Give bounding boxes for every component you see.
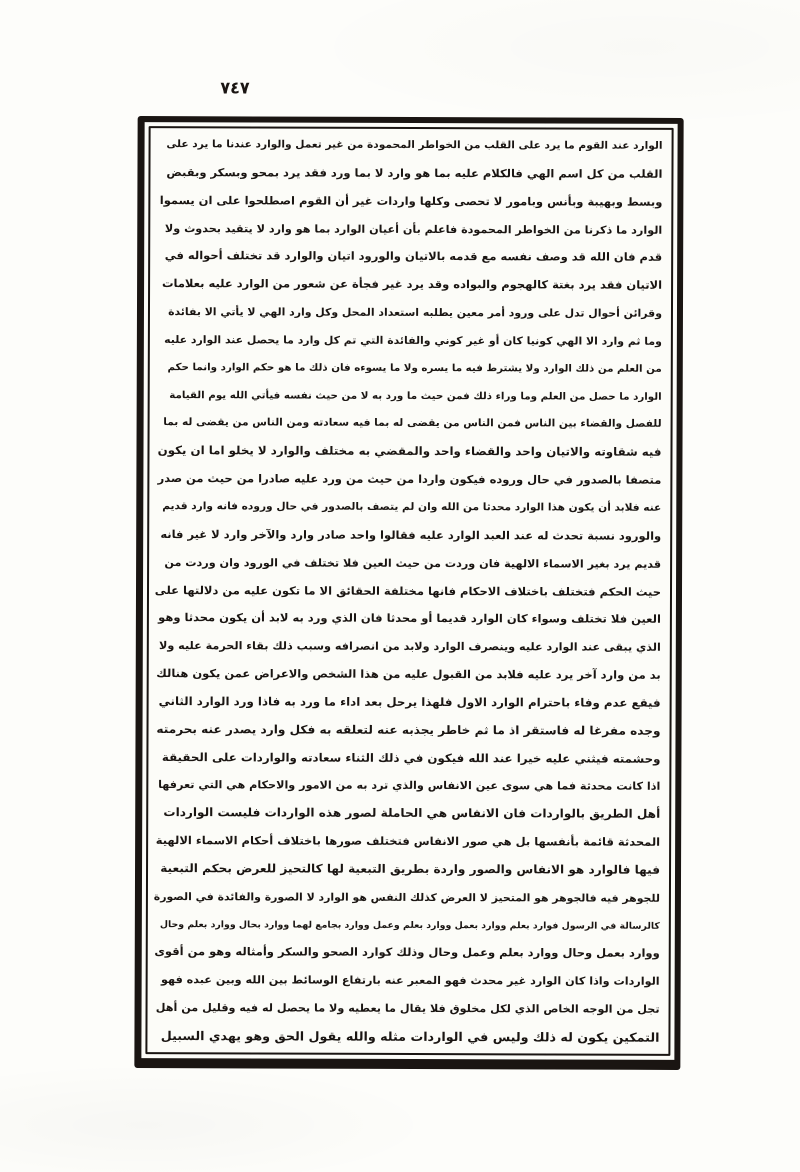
text-line: القلب من كل اسم الهي فالكلام عليه بما هو وارد لا بما ورد فقد يرد بمحو وبسكر وبقبض <box>166 165 663 181</box>
text-line: الواردات واذا كان الوارد غير محدث فهو المعبر عنه بارتفاع الوسائط بين الله وبين عبده فهو <box>161 973 660 988</box>
text-line: الذي يبقى عند الوارد عليه وينصرف الوارد ولابد من انصرافه وسبب ذلك بقاء الحرمة عليه ولا <box>158 639 661 654</box>
text-line: كالرسالة في الرسول فوارد بعلم ووارد بعمل ووارد بعلم وعمل ووارد بجامع لهما ووارد بحال ووارد بعلم وحال <box>159 918 660 932</box>
text-line: قدم فان الله قد وصف نفسه مع قدمه بالاتيان والورود اتيان والوارد قد تختلف أحواله في <box>164 248 663 265</box>
text-line: الوارد عند القوم ما يرد على القلب من الخواطر المحمودة من غير تعمل والوارد عندنا ما يرد على <box>166 138 663 152</box>
text-line: متصفا بالصدور في حال وروده فيكون واردا من حيث من ورد عليه صادرا من حيث من صدر <box>157 471 662 487</box>
text-line: فيها فالوارد هو الانفاس والصور واردة بطريق التبعية لها كالتحيز للعرض بحكم التبعية <box>160 861 661 877</box>
text-line: للفصل والقضاء بين الناس فمن الناس من يقضى له بما فيه سعادته ومن الناس من يقضى له بما <box>163 416 662 431</box>
text-line: فيقع عدم وفاء باحترام الوارد الاول فلهذا يرحل بعد اداء ما ورد به فاذا ورد الوارد الثاني <box>158 694 661 710</box>
text-line: أهل الطريق بالواردات فان الانفاس هي الحاملة لصور هذه الواردات فليست الواردات <box>163 805 661 821</box>
text-line: وما ثم وارد الا الهي كونيا كان أو غير كوني والفائدة التي تم كل وارد ما يحصل عند الوارد عليه <box>164 333 662 348</box>
page-border-frame <box>134 116 683 1070</box>
text-line: الاتيان فقد يرد بغتة كالهجوم والبواده وقد يرد غير فجأة عن شعور من الوارد عليه بعلامات <box>161 276 663 292</box>
text-line: الوارد ما حصل من العلم وما وراء ذلك فمن حيث ما ورد به لا من حيث نفسه فيأتي الله يوم القيامة <box>169 389 662 403</box>
text-line: ووارد بعمل وحال ووارد بعلم وعمل وحال وذلك كوارد الصحو والسكر وأمثاله وهو من أقوى <box>154 944 660 961</box>
text-line: عنه فلابد أن يكون هذا الوارد محدثا من الله وان لم يتصف بالصدور في حال وروده فانه وارد قديم <box>162 500 662 514</box>
text-line: الوارد ما ذكرنا من الخواطر المحمودة فاعلم بأن أعيان الوارد بما هو وارد لا يتقيد بحدوث ولا <box>164 221 663 237</box>
text-line: العين فلا تختلف وسواء كان الوارد قديما أو محدثا فان الذي ورد به لابد أن يكون محدثا وهو <box>158 610 661 626</box>
text-line: تجل من الوجه الخاص الذي لكل مخلوق فلا يقال ما يعطيه ولا ما يحصل له فيه وقليل من أهل <box>155 1001 660 1016</box>
page-number: ٧٤٧ <box>220 77 250 98</box>
text-line: وحشمته فيثني عليه خيرا عند الله فيكون في ذلك الثناء سعادته والواردات على الحقيقة <box>161 750 661 766</box>
text-line: وجده مفرغا له فاستقر اذ ما ثم خاطر يجذبه عنه لتعلقه به فكل وارد يصدر عنه بحرمته <box>156 722 661 738</box>
text-line: وقرائن أحوال تدل على ورود أمر معين يطلبه استعداد المحل وكل وارد الهي لا يأتي الا بفائدة <box>168 305 662 320</box>
text-line: المحدثة قائمة بأنفسها بل هي صور الانفاس فتختلف صورها باختلاف أحكام الاسماء الالهية <box>155 833 661 849</box>
text-line: للجوهر فيه فالجوهر هو المتحيز لا العرض كذلك النفس هو الوارد لا الصورة والفائدة في الصورة <box>153 890 660 905</box>
text-line: والورود نسبة تحدث له عند العبد الوارد عليه فقالوا واحد صادر وارد والآخر وارد لا غير فانه <box>160 527 662 543</box>
body-text-block <box>153 131 662 1054</box>
text-line: من العلم من ذلك الوارد ولا يشترط فيه ما يسره ولا ما يسوءه فان ذلك ما هو حكم الوارد وانما حكم <box>167 361 662 375</box>
inner-rule-border <box>145 126 673 1056</box>
text-line: بد من وارد آخر يرد عليه فلابد من القبول عليه من هذا الشخص والاعراض عمن يكون هنالك <box>156 666 661 682</box>
text-line: حيث الحكم فتختلف باختلاف الاحكام فانها مختلفة الحقائق الا ما تكون عليه من دلالتها على <box>154 582 662 599</box>
text-line: اذا كانت محدثة فما هي سوى عين الانفاس والذي ترد به من الامور والاحكام هي التي تعرفها <box>158 778 661 794</box>
text-line: فيه شقاوته والاتيان واحد والقضاء واحد والمقضي به مختلف والوارد لا يخلو اما ان يكون <box>157 443 662 459</box>
text-line: وبسط وبهيبة وبأنس وبامور لا تحصى وكلها واردات غير أن القوم اصطلحوا على ان يسموا <box>159 193 663 209</box>
text-line: قديم يرد بغير الاسماء الالهية فان وردت من حيث العين فلا تختلف في الورود وان وردت من <box>164 556 662 571</box>
text-line: التمكين يكون له ذلك وليس في الواردات مثله والله يقول الحق وهو يهدي السبيل <box>160 1028 660 1045</box>
